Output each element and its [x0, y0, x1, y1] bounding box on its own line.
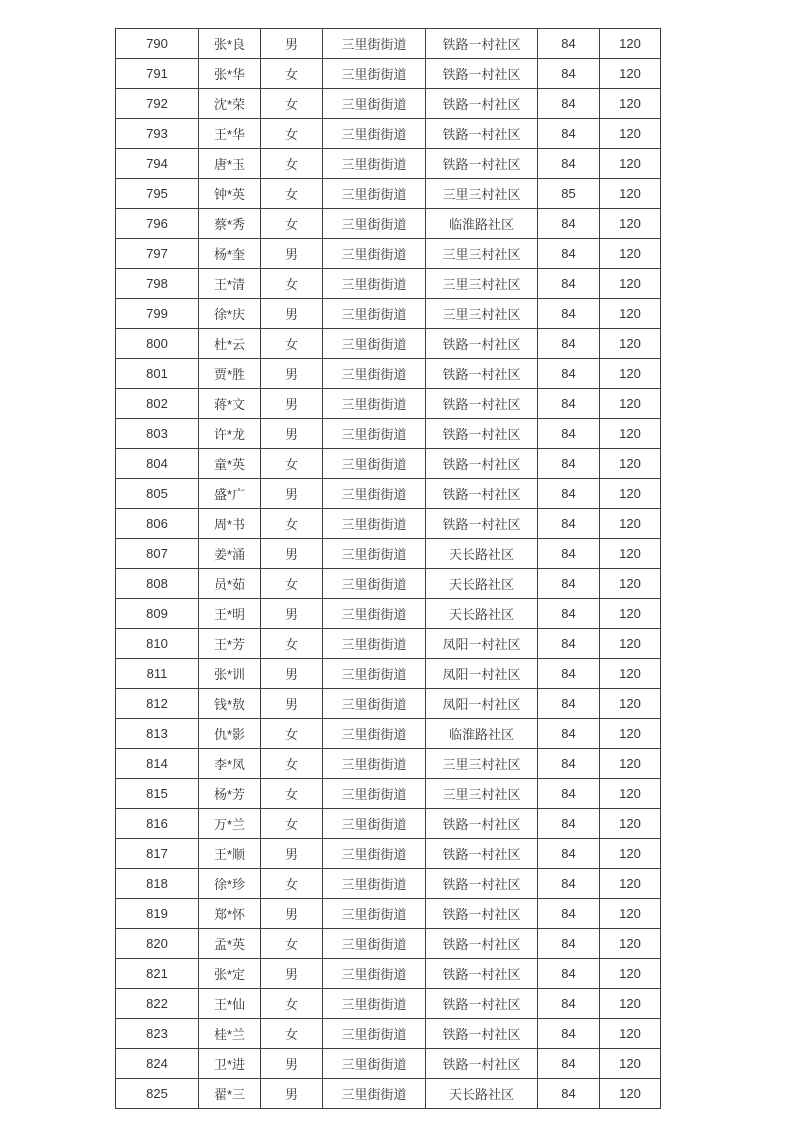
cell-street: 三里街街道	[323, 749, 426, 779]
cell-gender: 女	[261, 209, 323, 239]
cell-value-a: 84	[538, 359, 600, 389]
cell-value-b: 120	[600, 869, 661, 899]
cell-value-b: 120	[600, 929, 661, 959]
cell-community: 铁路一村社区	[426, 1049, 538, 1079]
cell-value-a: 84	[538, 119, 600, 149]
cell-name: 姜*涌	[199, 539, 261, 569]
cell-value-a: 84	[538, 869, 600, 899]
cell-value-b: 120	[600, 299, 661, 329]
cell-gender: 女	[261, 869, 323, 899]
cell-street: 三里街街道	[323, 209, 426, 239]
table-row	[116, 29, 661, 59]
cell-name: 杨*芳	[199, 779, 261, 809]
cell-name: 徐*珍	[199, 869, 261, 899]
table-row	[116, 1019, 661, 1049]
cell-serial-number: 802	[116, 389, 199, 419]
cell-community: 铁路一村社区	[426, 899, 538, 929]
cell-community: 三里三村社区	[426, 779, 538, 809]
cell-serial-number: 791	[116, 59, 199, 89]
cell-street: 三里街街道	[323, 899, 426, 929]
cell-name: 杨*奎	[199, 239, 261, 269]
table-row	[116, 239, 661, 269]
cell-value-a: 84	[538, 59, 600, 89]
cell-street: 三里街街道	[323, 119, 426, 149]
cell-value-a: 84	[538, 419, 600, 449]
cell-value-a: 84	[538, 929, 600, 959]
cell-serial-number: 811	[116, 659, 199, 689]
table-row	[116, 209, 661, 239]
cell-value-b: 120	[600, 119, 661, 149]
cell-value-a: 84	[538, 749, 600, 779]
cell-street: 三里街街道	[323, 299, 426, 329]
cell-value-b: 120	[600, 389, 661, 419]
table-row	[116, 449, 661, 479]
cell-street: 三里街街道	[323, 239, 426, 269]
cell-gender: 女	[261, 779, 323, 809]
cell-value-a: 84	[538, 599, 600, 629]
cell-value-b: 120	[600, 1049, 661, 1079]
cell-value-b: 120	[600, 479, 661, 509]
cell-serial-number: 822	[116, 989, 199, 1019]
cell-name: 蔡*秀	[199, 209, 261, 239]
cell-serial-number: 815	[116, 779, 199, 809]
table-row	[116, 479, 661, 509]
table-row	[116, 389, 661, 419]
cell-serial-number: 801	[116, 359, 199, 389]
cell-community: 铁路一村社区	[426, 389, 538, 419]
cell-street: 三里街街道	[323, 539, 426, 569]
cell-street: 三里街街道	[323, 449, 426, 479]
cell-serial-number: 809	[116, 599, 199, 629]
cell-value-b: 120	[600, 809, 661, 839]
cell-street: 三里街街道	[323, 269, 426, 299]
cell-gender: 女	[261, 929, 323, 959]
cell-gender: 男	[261, 29, 323, 59]
cell-street: 三里街街道	[323, 659, 426, 689]
cell-serial-number: 820	[116, 929, 199, 959]
cell-gender: 女	[261, 719, 323, 749]
cell-serial-number: 800	[116, 329, 199, 359]
cell-serial-number: 806	[116, 509, 199, 539]
table-row	[116, 659, 661, 689]
cell-street: 三里街街道	[323, 869, 426, 899]
cell-community: 铁路一村社区	[426, 989, 538, 1019]
cell-name: 员*茹	[199, 569, 261, 599]
cell-name: 翟*三	[199, 1079, 261, 1109]
cell-serial-number: 805	[116, 479, 199, 509]
cell-name: 李*凤	[199, 749, 261, 779]
table-row	[116, 59, 661, 89]
cell-value-a: 84	[538, 299, 600, 329]
cell-community: 铁路一村社区	[426, 419, 538, 449]
cell-value-b: 120	[600, 629, 661, 659]
cell-value-a: 84	[538, 959, 600, 989]
cell-community: 临淮路社区	[426, 209, 538, 239]
cell-value-b: 120	[600, 719, 661, 749]
cell-street: 三里街街道	[323, 569, 426, 599]
cell-name: 仇*影	[199, 719, 261, 749]
cell-community: 天长路社区	[426, 569, 538, 599]
cell-value-a: 84	[538, 539, 600, 569]
cell-community: 三里三村社区	[426, 179, 538, 209]
cell-serial-number: 814	[116, 749, 199, 779]
cell-name: 蒋*文	[199, 389, 261, 419]
cell-street: 三里街街道	[323, 359, 426, 389]
cell-value-a: 84	[538, 239, 600, 269]
cell-value-a: 84	[538, 1049, 600, 1079]
cell-street: 三里街街道	[323, 599, 426, 629]
cell-community: 铁路一村社区	[426, 149, 538, 179]
cell-gender: 男	[261, 839, 323, 869]
cell-name: 王*明	[199, 599, 261, 629]
cell-gender: 女	[261, 89, 323, 119]
cell-serial-number: 813	[116, 719, 199, 749]
cell-name: 童*英	[199, 449, 261, 479]
cell-serial-number: 823	[116, 1019, 199, 1049]
table-row	[116, 1079, 661, 1109]
cell-street: 三里街街道	[323, 329, 426, 359]
cell-gender: 女	[261, 569, 323, 599]
table-body	[116, 29, 661, 1109]
cell-value-a: 84	[538, 329, 600, 359]
cell-street: 三里街街道	[323, 1079, 426, 1109]
cell-community: 铁路一村社区	[426, 449, 538, 479]
cell-street: 三里街街道	[323, 809, 426, 839]
cell-value-a: 84	[538, 839, 600, 869]
cell-name: 张*良	[199, 29, 261, 59]
cell-value-a: 84	[538, 629, 600, 659]
cell-community: 三里三村社区	[426, 299, 538, 329]
cell-value-b: 120	[600, 419, 661, 449]
cell-name: 许*龙	[199, 419, 261, 449]
cell-street: 三里街街道	[323, 479, 426, 509]
cell-value-b: 120	[600, 59, 661, 89]
cell-value-b: 120	[600, 449, 661, 479]
cell-gender: 女	[261, 149, 323, 179]
cell-gender: 男	[261, 689, 323, 719]
cell-value-b: 120	[600, 989, 661, 1019]
cell-street: 三里街街道	[323, 179, 426, 209]
cell-street: 三里街街道	[323, 689, 426, 719]
cell-serial-number: 825	[116, 1079, 199, 1109]
cell-serial-number: 804	[116, 449, 199, 479]
cell-community: 凤阳一村社区	[426, 629, 538, 659]
cell-value-b: 120	[600, 239, 661, 269]
cell-community: 铁路一村社区	[426, 1019, 538, 1049]
table-row	[116, 959, 661, 989]
cell-gender: 男	[261, 419, 323, 449]
cell-name: 张*定	[199, 959, 261, 989]
cell-serial-number: 799	[116, 299, 199, 329]
cell-value-b: 120	[600, 689, 661, 719]
cell-community: 铁路一村社区	[426, 809, 538, 839]
cell-gender: 女	[261, 509, 323, 539]
cell-gender: 男	[261, 389, 323, 419]
cell-community: 铁路一村社区	[426, 119, 538, 149]
cell-community: 铁路一村社区	[426, 59, 538, 89]
cell-community: 三里三村社区	[426, 239, 538, 269]
cell-value-b: 120	[600, 329, 661, 359]
table-row	[116, 929, 661, 959]
cell-community: 天长路社区	[426, 1079, 538, 1109]
cell-value-a: 84	[538, 149, 600, 179]
cell-serial-number: 797	[116, 239, 199, 269]
cell-name: 周*书	[199, 509, 261, 539]
cell-serial-number: 798	[116, 269, 199, 299]
cell-value-a: 84	[538, 449, 600, 479]
cell-street: 三里街街道	[323, 29, 426, 59]
cell-gender: 女	[261, 119, 323, 149]
cell-name: 王*顺	[199, 839, 261, 869]
cell-community: 三里三村社区	[426, 269, 538, 299]
cell-gender: 男	[261, 479, 323, 509]
cell-gender: 男	[261, 1049, 323, 1079]
cell-value-a: 84	[538, 89, 600, 119]
cell-serial-number: 818	[116, 869, 199, 899]
cell-value-b: 120	[600, 569, 661, 599]
cell-gender: 男	[261, 899, 323, 929]
cell-value-a: 84	[538, 989, 600, 1019]
cell-gender: 女	[261, 179, 323, 209]
cell-name: 卫*进	[199, 1049, 261, 1079]
cell-value-b: 120	[600, 839, 661, 869]
cell-street: 三里街街道	[323, 1049, 426, 1079]
cell-serial-number: 816	[116, 809, 199, 839]
cell-value-a: 84	[538, 659, 600, 689]
cell-name: 徐*庆	[199, 299, 261, 329]
cell-value-b: 120	[600, 149, 661, 179]
cell-value-a: 84	[538, 899, 600, 929]
cell-name: 郑*怀	[199, 899, 261, 929]
cell-name: 盛*广	[199, 479, 261, 509]
cell-value-b: 120	[600, 959, 661, 989]
cell-name: 孟*英	[199, 929, 261, 959]
cell-serial-number: 819	[116, 899, 199, 929]
cell-community: 铁路一村社区	[426, 869, 538, 899]
table-row	[116, 749, 661, 779]
cell-serial-number: 796	[116, 209, 199, 239]
cell-serial-number: 817	[116, 839, 199, 869]
cell-community: 天长路社区	[426, 599, 538, 629]
table-row	[116, 629, 661, 659]
cell-value-a: 84	[538, 209, 600, 239]
cell-gender: 女	[261, 629, 323, 659]
cell-gender: 女	[261, 329, 323, 359]
roster-table	[115, 28, 661, 1109]
cell-value-a: 84	[538, 809, 600, 839]
cell-community: 铁路一村社区	[426, 329, 538, 359]
cell-community: 凤阳一村社区	[426, 689, 538, 719]
cell-community: 三里三村社区	[426, 749, 538, 779]
cell-street: 三里街街道	[323, 719, 426, 749]
cell-street: 三里街街道	[323, 629, 426, 659]
cell-value-b: 120	[600, 29, 661, 59]
cell-gender: 男	[261, 239, 323, 269]
cell-name: 贾*胜	[199, 359, 261, 389]
cell-street: 三里街街道	[323, 89, 426, 119]
cell-gender: 男	[261, 539, 323, 569]
cell-gender: 男	[261, 1079, 323, 1109]
table-row	[116, 329, 661, 359]
table-row	[116, 869, 661, 899]
table-row	[116, 149, 661, 179]
cell-gender: 男	[261, 959, 323, 989]
cell-name: 王*清	[199, 269, 261, 299]
cell-community: 铁路一村社区	[426, 509, 538, 539]
cell-value-b: 120	[600, 749, 661, 779]
table-row	[116, 569, 661, 599]
cell-serial-number: 795	[116, 179, 199, 209]
cell-street: 三里街街道	[323, 839, 426, 869]
cell-community: 铁路一村社区	[426, 89, 538, 119]
cell-name: 张*训	[199, 659, 261, 689]
cell-community: 铁路一村社区	[426, 29, 538, 59]
cell-value-a: 84	[538, 29, 600, 59]
cell-gender: 女	[261, 989, 323, 1019]
table-row	[116, 599, 661, 629]
cell-street: 三里街街道	[323, 929, 426, 959]
cell-value-a: 84	[538, 389, 600, 419]
cell-value-b: 120	[600, 539, 661, 569]
cell-value-b: 120	[600, 599, 661, 629]
cell-gender: 男	[261, 659, 323, 689]
cell-value-a: 85	[538, 179, 600, 209]
table-row	[116, 839, 661, 869]
cell-value-b: 120	[600, 509, 661, 539]
cell-serial-number: 792	[116, 89, 199, 119]
cell-value-b: 120	[600, 1019, 661, 1049]
cell-name: 沈*荣	[199, 89, 261, 119]
cell-value-b: 120	[600, 1079, 661, 1109]
cell-name: 杜*云	[199, 329, 261, 359]
table-row	[116, 779, 661, 809]
cell-serial-number: 807	[116, 539, 199, 569]
cell-serial-number: 794	[116, 149, 199, 179]
cell-value-b: 120	[600, 779, 661, 809]
cell-value-b: 120	[600, 659, 661, 689]
cell-community: 铁路一村社区	[426, 839, 538, 869]
cell-community: 临淮路社区	[426, 719, 538, 749]
cell-community: 铁路一村社区	[426, 359, 538, 389]
cell-value-b: 120	[600, 269, 661, 299]
cell-serial-number: 812	[116, 689, 199, 719]
cell-serial-number: 824	[116, 1049, 199, 1079]
cell-value-b: 120	[600, 899, 661, 929]
cell-serial-number: 821	[116, 959, 199, 989]
cell-gender: 女	[261, 809, 323, 839]
cell-value-a: 84	[538, 1019, 600, 1049]
cell-name: 张*华	[199, 59, 261, 89]
cell-value-b: 120	[600, 89, 661, 119]
table-row	[116, 989, 661, 1019]
table-row	[116, 299, 661, 329]
cell-name: 王*仙	[199, 989, 261, 1019]
cell-value-a: 84	[538, 689, 600, 719]
cell-gender: 女	[261, 59, 323, 89]
table-row	[116, 119, 661, 149]
cell-serial-number: 803	[116, 419, 199, 449]
cell-name: 钟*英	[199, 179, 261, 209]
cell-value-b: 120	[600, 179, 661, 209]
cell-serial-number: 793	[116, 119, 199, 149]
cell-community: 铁路一村社区	[426, 959, 538, 989]
cell-name: 桂*兰	[199, 1019, 261, 1049]
table-row	[116, 509, 661, 539]
table-row	[116, 419, 661, 449]
cell-community: 铁路一村社区	[426, 479, 538, 509]
cell-value-b: 120	[600, 209, 661, 239]
cell-street: 三里街街道	[323, 59, 426, 89]
cell-serial-number: 810	[116, 629, 199, 659]
cell-street: 三里街街道	[323, 779, 426, 809]
cell-gender: 男	[261, 299, 323, 329]
table-row	[116, 719, 661, 749]
cell-community: 凤阳一村社区	[426, 659, 538, 689]
cell-gender: 女	[261, 449, 323, 479]
table-row	[116, 269, 661, 299]
table-row	[116, 809, 661, 839]
cell-street: 三里街街道	[323, 959, 426, 989]
table-row	[116, 539, 661, 569]
cell-value-a: 84	[538, 719, 600, 749]
table-row	[116, 89, 661, 119]
cell-value-a: 84	[538, 569, 600, 599]
cell-street: 三里街街道	[323, 419, 426, 449]
table-row	[116, 359, 661, 389]
cell-serial-number: 790	[116, 29, 199, 59]
cell-name: 唐*玉	[199, 149, 261, 179]
cell-street: 三里街街道	[323, 149, 426, 179]
cell-value-a: 84	[538, 1079, 600, 1109]
cell-street: 三里街街道	[323, 509, 426, 539]
cell-name: 万*兰	[199, 809, 261, 839]
cell-name: 王*芳	[199, 629, 261, 659]
cell-gender: 男	[261, 359, 323, 389]
table-row	[116, 179, 661, 209]
cell-street: 三里街街道	[323, 389, 426, 419]
cell-gender: 女	[261, 269, 323, 299]
cell-community: 铁路一村社区	[426, 929, 538, 959]
cell-gender: 男	[261, 599, 323, 629]
cell-value-a: 84	[538, 509, 600, 539]
cell-community: 天长路社区	[426, 539, 538, 569]
cell-street: 三里街街道	[323, 989, 426, 1019]
table-row	[116, 1049, 661, 1079]
cell-name: 王*华	[199, 119, 261, 149]
cell-street: 三里街街道	[323, 1019, 426, 1049]
cell-gender: 女	[261, 1019, 323, 1049]
cell-serial-number: 808	[116, 569, 199, 599]
cell-value-a: 84	[538, 779, 600, 809]
table-row	[116, 899, 661, 929]
cell-value-b: 120	[600, 359, 661, 389]
cell-value-a: 84	[538, 269, 600, 299]
table-row	[116, 689, 661, 719]
cell-gender: 女	[261, 749, 323, 779]
cell-name: 钱*敖	[199, 689, 261, 719]
cell-value-a: 84	[538, 479, 600, 509]
